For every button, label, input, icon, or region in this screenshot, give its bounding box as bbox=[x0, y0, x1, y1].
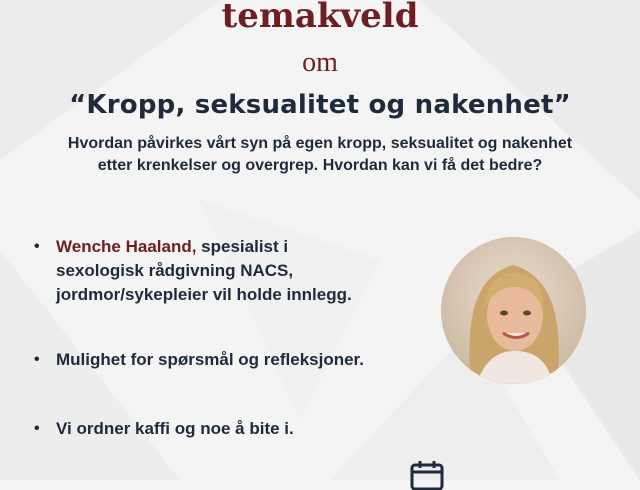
bullet-icon: • bbox=[34, 238, 40, 255]
bullet-text: Mulighet for spørsmål og refleksjoner. bbox=[56, 350, 364, 369]
connector-word: om bbox=[302, 47, 338, 78]
bullet-text: Vi ordner kaffi og noe å bite i. bbox=[56, 419, 294, 438]
topic-question bbox=[30, 133, 610, 177]
bullet-coffee bbox=[34, 417, 364, 441]
bullet-speaker bbox=[34, 235, 364, 307]
speaker-name: Wenche Haaland, bbox=[56, 237, 197, 256]
calendar-icon bbox=[410, 460, 444, 490]
speaker-description: spesialist i sexologisk rådgivning NACS, jordmor/sykepleier vil holde innlegg. bbox=[56, 237, 352, 304]
bullet-icon: • bbox=[34, 420, 40, 437]
speaker-photo bbox=[441, 237, 586, 384]
bullet-icon: • bbox=[34, 351, 40, 368]
topic-title: “Kropp, seksualitet og nakenhet” bbox=[69, 90, 571, 120]
question-line-1: Hvordan påvirkes vårt syn på egen kropp, seksualitet og nakenhet bbox=[67, 135, 573, 152]
bullet-questions bbox=[34, 348, 364, 372]
question-line-2: etter krenkelser og overgrep. Hvordan kan vi få det bedre? bbox=[97, 157, 543, 174]
bullet-text bbox=[56, 235, 364, 307]
headline: temakveld bbox=[221, 0, 419, 36]
speaker-portrait bbox=[441, 237, 586, 384]
